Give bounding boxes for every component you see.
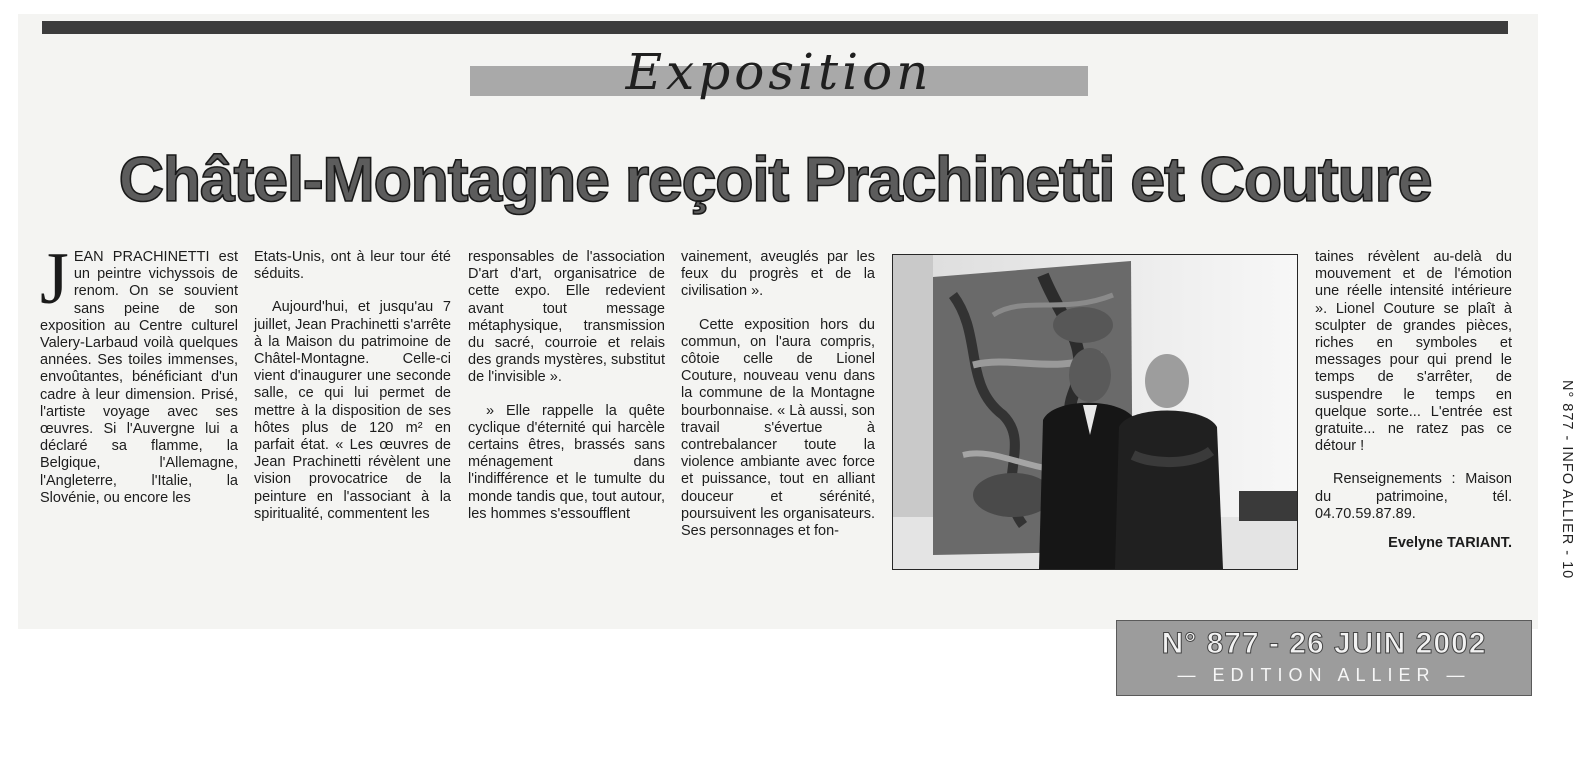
- byline: Evelyne TARIANT.: [1388, 535, 1512, 552]
- headline: Châtel-Montagne reçoit Prachinetti et Couture: [118, 145, 1432, 215]
- section-rubric: Exposition: [625, 43, 933, 101]
- issue-number-date: N° 877 - 26 JUIN 2002: [1161, 627, 1487, 660]
- article-column-6: [1315, 249, 1512, 571]
- article-column-2: [254, 249, 451, 571]
- photo-artwork: [893, 255, 1297, 569]
- paragraph: » Elle rappelle la quête cyclique d'éternité qui harcèle certains êtres, brassés sans ménagement dans l'indifférence et le tumulte du monde tandis que, tout autour, les hommes s'essoufflent: [468, 402, 665, 522]
- paragraph: Cette exposition hors du commun, on l'aura compris, côtoie celle de Lionel Couture, nouveau venu dans la commune de la Montagne bourbonnaise. « Là aussi, son travail s'évertue à contrebalancer toute la violence ambiante avec force et puissance, tout en alliant douceur et sérénité, poursuivent les organisateurs. Ses personnages et fon-: [681, 316, 875, 540]
- paragraph: responsables de l'association D'art d'art, organisatrice de cette expo. Elle redevient avant tout message métaphysique, transmission du sacré, courroie et relais des grands mystères, substitut de l'invisible ».: [468, 249, 665, 386]
- paragraph: vainement, aveuglés par les feux du progrès et de la civilisation ».: [681, 249, 875, 300]
- drop-cap: J: [40, 238, 69, 320]
- article-column-4: [681, 249, 875, 571]
- paragraph: Etats-Unis, ont à leur tour été séduits.: [254, 249, 451, 283]
- lede-name: EAN PRACHINETTI: [73, 249, 210, 265]
- top-rule: [42, 21, 1508, 34]
- edition-label: — EDITION ALLIER —: [1177, 665, 1471, 685]
- article-column-3: [468, 249, 665, 571]
- paragraph: taines révèlent au-delà du mouvement et de l'émotion une réelle intensité intérieure ». Lionel Couture se plaît à sculpter de grandes pièces, riches en symboles et messages pour qui prend le temps de s'arrêter, de suspendre le temps en quelque sorte... L'entrée est gratuite... ne ratez pas ce détour !: [1315, 249, 1512, 455]
- issue-box: [1116, 620, 1532, 696]
- article-column-1: [40, 238, 239, 571]
- paragraph: Aujourd'hui, et jusqu'au 7 juillet, Jean Prachinetti s'arrête à la Maison du patrimoine de Châtel-Montagne. Celle-ci vient d'inaugurer une seconde salle, ce qui lui permet de mettre à la disposition de ses hôtes plus de 120 m² en parfait état. « Les œuvres de Jean Prachinetti révèlent une vision provocatrice de la peinture en l'associant à la spiritualité, commentent les: [254, 299, 452, 522]
- paragraph: Renseignements : Maison du patrimoine, tél. 04.70.59.87.89.: [1315, 471, 1512, 522]
- exhibition-photo: [892, 254, 1298, 570]
- column-text: est un peintre vichyssois de renom. On se souvient sans peine de son exposition au Centre culturel Valery-Larbaud voilà quelques années. Ses toiles immenses, envoûtantes, bénéficiant d'un cadre à leur dimension. Prisé, l'artiste voyage avec ses œuvres. Si l'Auvergne lui a déclaré sa flamme, la Belgique, l'Allemagne, l'Angleterre, l'Italie, la Slovénie, ou encore les: [40, 249, 239, 506]
- page-folio: N° 877 - INFO ALLIER - 10: [1559, 380, 1575, 580]
